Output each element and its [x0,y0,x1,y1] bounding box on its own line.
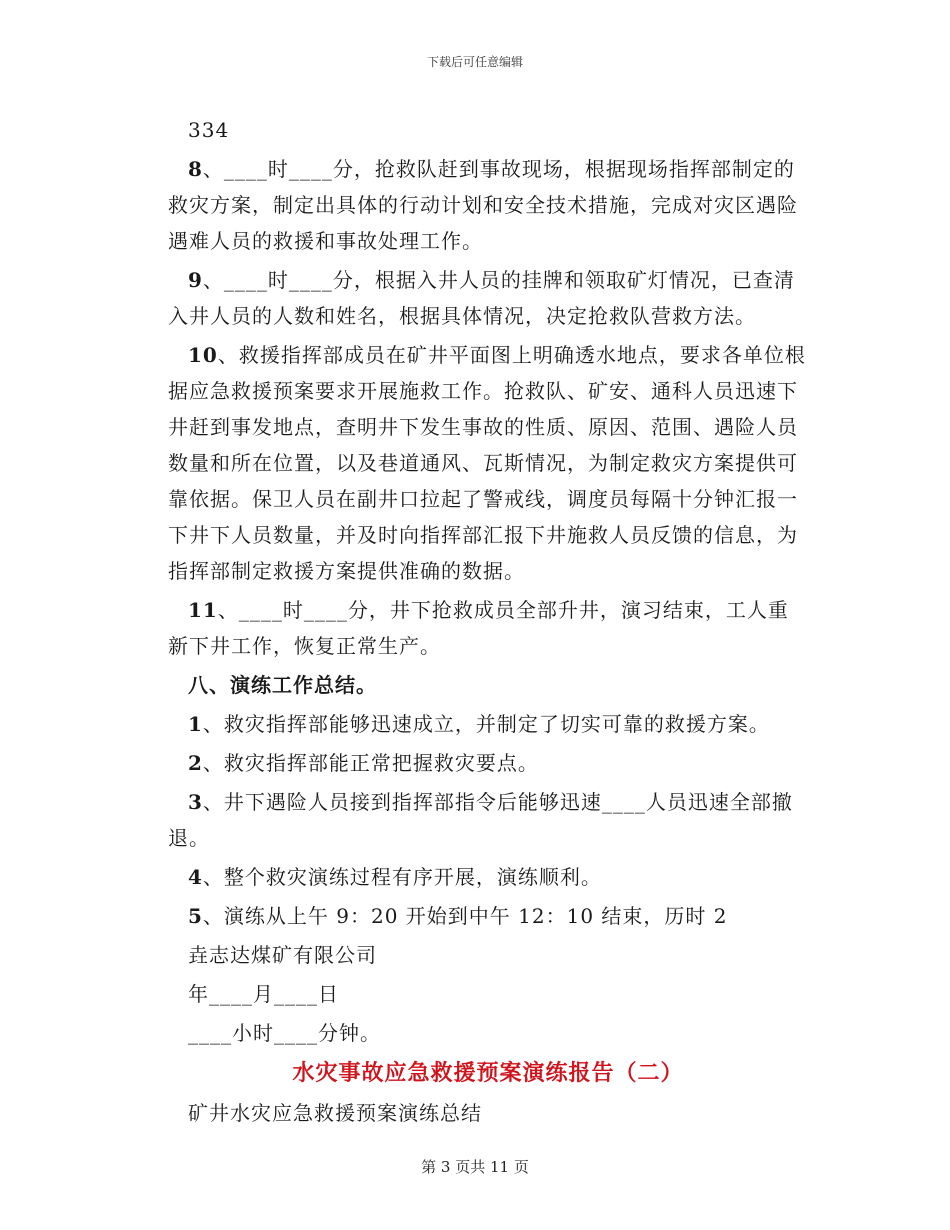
paragraph-item-11 [168,592,808,664]
item-text: 、井下遇险人员接到指挥部指令后能够迅速____人员迅速全部撤退。 [168,790,793,850]
section-heading: 八、演练工作总结。 [188,673,377,697]
item-number: 9 [188,268,203,292]
summary-item-1 [168,706,808,742]
item-number: 3 [188,790,203,814]
item-text: 、____时____分，根据入井人员的挂牌和领取矿灯情况，已查清入井人员的人数和姓名，根据具体情况，决定抢救队营救方法。 [168,268,795,328]
item-number: 1 [188,712,203,736]
item-number: 5 [188,904,203,928]
item-number: 10 [188,343,218,367]
page-header: 下载后可任意编辑 [426,55,523,69]
paragraph-item-10 [168,337,808,589]
item-number: 11 [188,598,218,622]
paragraph-334: 334 [188,118,230,142]
summary-item-4 [168,859,808,895]
item-text: 、救援指挥部成员在矿井平面图上明确透水地点，要求各单位根据应急救援预案要求开展施救工作。抢救队、矿安、通科人员迅速下井赶到事发地点，查明井下发生事故的性质、原因、范围、遇险人员数量和所在位置，以及巷道通风、瓦斯情况，为制定救灾方案提供可靠依据。保卫人员在副井口拉起了警戒线，调度员每隔十分钟汇报一下井下人员数量，并及时向指挥部汇报下井施救人员反馈的信息，为指挥部制定救援方案提供准确的数据。 [168,343,806,583]
summary-item-2 [168,745,808,781]
company-name: 垚志达煤矿有限公司 [188,943,377,967]
item-text: 、____时____分，井下抢救成员全部升井，演习结束，工人重新下井工作，恢复正常生产。 [168,598,789,658]
subtitle: 矿井水灾应急救援预案演练总结 [188,1101,482,1125]
document-body [168,112,808,1131]
item-text: 、救灾指挥部能够迅速成立，并制定了切实可靠的救援方案。 [202,712,770,736]
page-footer: 第 3 页共 11 页 [421,1158,529,1176]
summary-item-3 [168,784,808,856]
date-line: 年____月____日 [188,982,339,1006]
section-title: 水灾事故应急救援预案演练报告（二） [292,1060,684,1086]
item-text: 、救灾指挥部能正常把握救灾要点。 [202,751,539,775]
item-text: 、____时____分，抢救队赶到事故现场，根据现场指挥部制定的救灾方案，制定出具体的行动计划和安全技术措施，完成对灾区遇险遇难人员的救援和事故处理工作。 [168,157,798,253]
paragraph-item-8 [168,151,808,259]
summary-item-5 [168,898,808,934]
item-number: 8 [188,157,203,181]
paragraph-item-9 [168,262,808,334]
item-number: 2 [188,751,203,775]
item-text: 、演练从上午 9：20 开始到中午 12：10 结束，历时 2 [202,904,728,928]
item-number: 4 [188,865,203,889]
duration-line: ____小时____分钟。 [188,1021,381,1045]
item-text: 、整个救灾演练过程有序开展，演练顺利。 [202,865,602,889]
